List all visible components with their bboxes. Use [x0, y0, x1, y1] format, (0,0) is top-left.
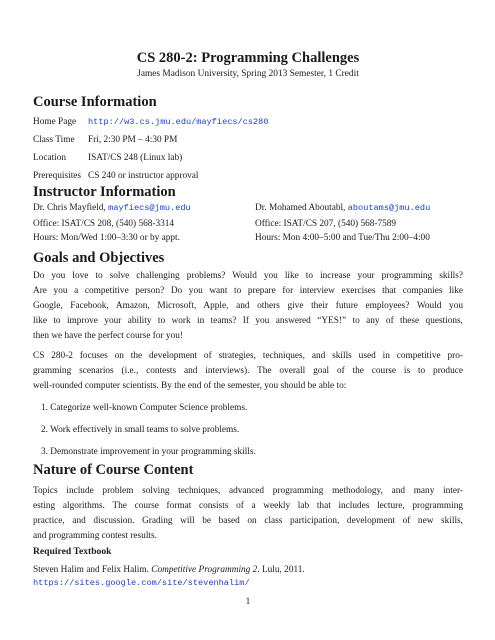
info-value: CS 240 or instructor approval	[88, 171, 199, 181]
text-line: like to improve your ability to work in teams? If you answered “YES!” to any of these questions,	[33, 316, 463, 326]
section-heading-nature: Nature of Course Content	[33, 462, 194, 478]
objective-item-1: 1. Categorize well-known Computer Science problems.	[41, 403, 248, 413]
instructor-email-link[interactable]: aboutams@jmu.edu	[347, 203, 431, 213]
textbook-publisher: . Lulu, 2011.	[257, 565, 305, 575]
document-title: CS 280-2: Programming Challenges	[136, 50, 360, 66]
textbook-url-line	[33, 578, 250, 588]
subsection-heading-textbook: Required Textbook	[33, 546, 112, 557]
text-line: esting algorithms. The course format consists of a weekly lab that includes lecture, programming	[33, 501, 463, 511]
info-label: Class Time	[33, 135, 75, 145]
info-label: Home Page	[33, 117, 77, 127]
goals-paragraph-1	[33, 269, 463, 344]
goals-paragraph-2	[33, 349, 463, 394]
text-line: well-rounded computer scientists. By the end of the semester, you should be able to:	[33, 381, 347, 391]
section-heading-course-information: Course Information	[33, 94, 157, 110]
text-line: Do you love to solve challenging problems? Would you like to increase your programming skills?	[33, 271, 463, 281]
home-page-link[interactable]: http://w3.cs.jmu.edu/mayfiecs/cs280	[88, 117, 269, 127]
objective-item-2: 2. Work effectively in small teams to solve problems.	[41, 425, 240, 435]
info-label: Prerequisites	[33, 171, 82, 181]
info-value: Fri, 2:30 PM – 4:30 PM	[88, 135, 178, 145]
text-line: practice, and discussion. Grading will be based on class participation, development of new skills,	[33, 516, 463, 526]
page-number: 1	[245, 597, 251, 607]
text-line: then we have the perfect course for you!	[33, 331, 183, 341]
objective-item-3: 3. Demonstrate improvement in your programming skills.	[41, 447, 256, 457]
instructor-left-office: Office: ISAT/CS 208, (540) 568-3314	[33, 219, 175, 229]
text-line: and programming contest results.	[33, 531, 157, 541]
text-line: Are you a competitive person? Do you want to prepare for interview exercises that companies like	[33, 286, 463, 296]
textbook-citation	[33, 565, 305, 575]
info-row-home-page	[33, 117, 269, 127]
section-heading-instructor-information: Instructor Information	[33, 184, 176, 200]
instructor-right-name	[255, 203, 430, 213]
document-subtitle: James Madison University, Spring 2013 Semester, 1 Credit	[137, 69, 359, 79]
instructor-left-name	[33, 203, 191, 213]
text-line: CS 280-2 focuses on the development of strategies, techniques, and skills used in competitive pro-	[33, 351, 463, 361]
section-heading-goals: Goals and Objectives	[33, 250, 165, 266]
instructor-name: Dr. Chris Mayfield,	[33, 203, 106, 213]
nature-paragraph	[33, 484, 463, 544]
instructor-name: Dr. Mohamed Aboutabl,	[255, 203, 346, 213]
instructor-right-hours: Hours: Mon 4:00–5:00 and Tue/Thu 2:00–4:00	[255, 233, 430, 243]
text-line: Google, Facebook, Amazon, Microsoft, Apple, and others give their future employees? Would you	[33, 301, 463, 311]
info-value: ISAT/CS 248 (Linux lab)	[88, 153, 183, 163]
text-line: Topics include problem solving techniques, advanced programming methodology, and many inter-	[33, 486, 463, 496]
textbook-title: Competitive Programming 2	[151, 565, 258, 575]
instructor-right-office: Office: ISAT/CS 207, (540) 568-7589	[255, 219, 397, 229]
instructor-email-link[interactable]: mayfiecs@jmu.edu	[108, 203, 191, 213]
info-label: Location	[33, 153, 67, 163]
textbook-authors: Steven Halim and Felix Halim.	[33, 565, 149, 575]
instructor-left-hours: Hours: Mon/Wed 1:00–3:30 or by appt.	[33, 233, 180, 243]
info-row-prerequisites	[33, 171, 199, 181]
text-line: gramming scenarios (i.e., contests and interviews). The overall goal of the course is to produce	[33, 366, 463, 376]
info-row-location	[33, 153, 182, 163]
info-row-class-time	[33, 135, 177, 145]
textbook-url-link[interactable]: https://sites.google.com/site/stevenhalim/	[33, 578, 250, 588]
